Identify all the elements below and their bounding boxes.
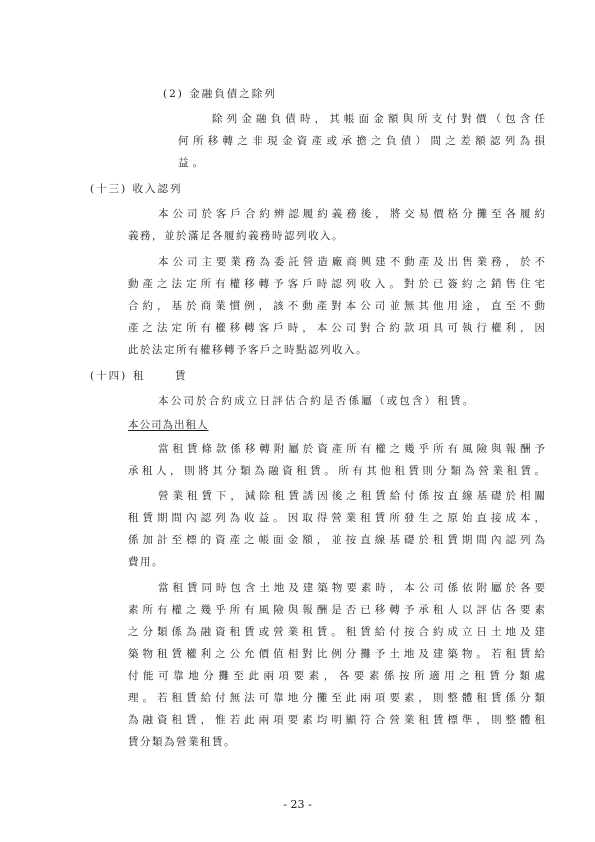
section-heading-char: 租	[133, 370, 144, 382]
paragraph-line: 理。若租賃給付無法可靠地分攤至此兩項要素，則整體租賃係分類	[128, 692, 545, 704]
paragraph-line: 益。	[178, 157, 207, 169]
paragraph-line: 此於法定所有權移轉予客戶之時點認列收入。	[128, 344, 368, 356]
paragraph-line: 築物租賃權利之公允價值相對比例分攤予土地及建築物。若租賃給	[128, 648, 545, 660]
paragraph-line: 承租人，則將其分類為融資租賃。所有其他租賃則分類為營業租賃。	[128, 465, 545, 477]
paragraph-line: 合約，基於商業慣例，該不動產對本公司並無其他用途，直至不動	[128, 300, 545, 312]
subsection-heading: (2) 金融負債之除列	[163, 88, 277, 100]
paragraph-line: 何所移轉之非現金資產或承擔之負債）間之差額認列為損	[178, 135, 545, 147]
paragraph-line: 付能可靠地分攤至此兩項要素，各要素係按所適用之租賃分類處	[128, 670, 545, 682]
paragraph-line: 除列金融負債時，其帳面金額與所支付對價（包含任	[212, 113, 545, 125]
paragraph-line: 素所有權之幾乎所有風險與報酬是否已移轉予承租人以評估各要素	[128, 604, 545, 616]
paragraph-line: 本公司於合約成立日評估合約是否係屬（或包含）租賃。	[158, 395, 476, 407]
section-heading-char: 賃	[175, 370, 186, 382]
paragraph-line: 之分類係為融資租賃或營業租賃。租賃給付按合約成立日土地及建	[128, 626, 545, 638]
paragraph-line: 營業租賃下，減除租賃誘因後之租賃給付係按直線基礎於相關	[158, 490, 545, 502]
section-heading-number: (十四)	[90, 370, 128, 382]
paragraph-line: 為融資租賃，惟若此兩項要素均明顯符合營業租賃標準，則整體租	[128, 714, 545, 726]
paragraph-line: 產之法定所有權移轉客戶時，本公司對合約款項具可執行權利，因	[128, 322, 545, 334]
paragraph-line: 費用。	[128, 556, 164, 568]
subsection-heading: 本公司為出租人	[128, 419, 209, 431]
paragraph-line: 係加計至標的資產之帳面金額，並按直線基礎於租賃期間內認列為	[128, 534, 545, 546]
paragraph-line: 義務，並於滿足各履約義務時認列收入。	[128, 230, 344, 242]
page-number: - 23 -	[283, 798, 312, 811]
paragraph-line: 租賃期間內認列為收益。因取得營業租賃所發生之原始直接成本，	[128, 512, 545, 524]
paragraph-line: 本公司主要業務為委託營造廠商興建不動產及出售業務，於不	[158, 256, 545, 268]
paragraph-line: 當租賃同時包含土地及建築物要素時，本公司係依附屬於各要	[158, 582, 545, 594]
paragraph-line: 當租賃條款係移轉附屬於資產所有權之幾乎所有風險與報酬予	[158, 443, 545, 455]
section-heading: (十三) 收入認列	[90, 183, 183, 195]
paragraph-line: 動產之法定所有權移轉予客戶時認列收入。對於已簽約之銷售住宅	[128, 278, 545, 290]
paragraph-line: 本公司於客戶合約辨認履約義務後，將交易價格分攤至各履約	[158, 208, 545, 220]
paragraph-line: 賃分類為營業租賃。	[128, 736, 236, 748]
